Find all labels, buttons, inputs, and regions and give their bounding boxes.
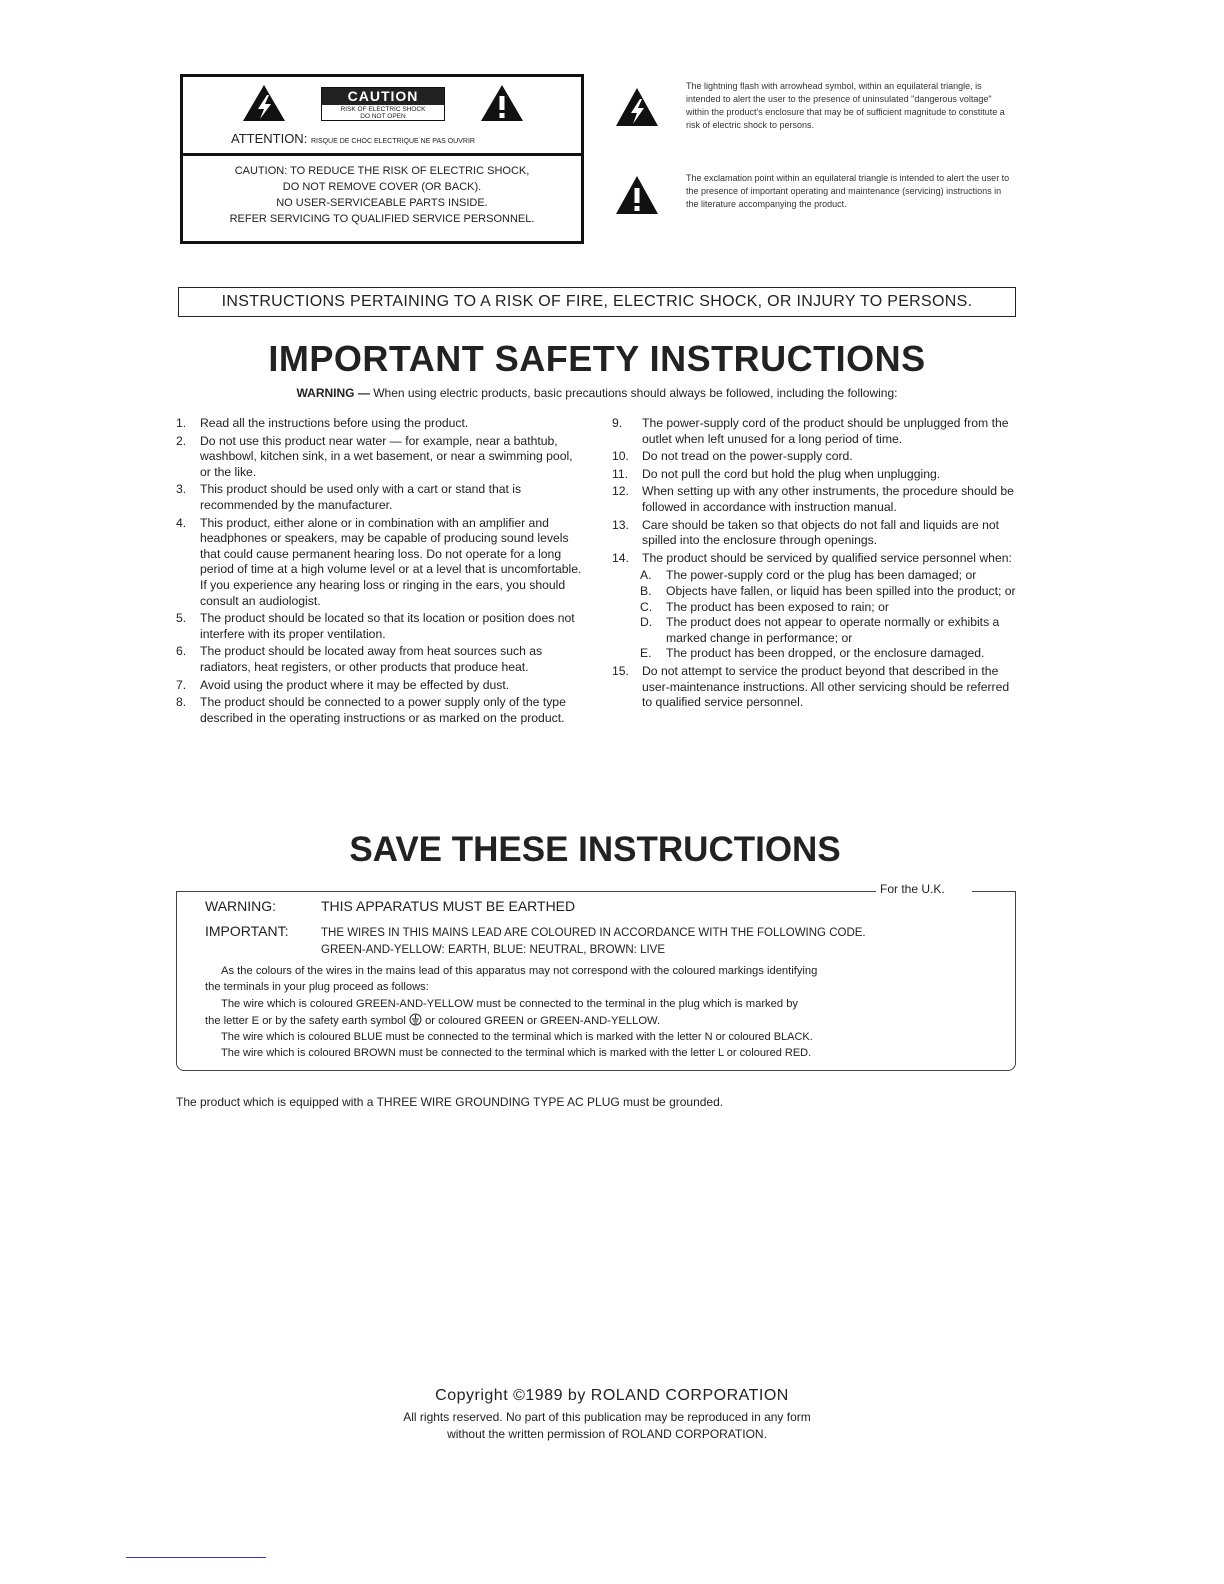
lightning-symbol-note: The lightning flash with arrowhead symbol, within an equilateral triangle, is intended to alert the user to the presence of uninsulated "dangerous voltage" within the product's enclosure that may be of sufficient magnitude to constitute a risk of electric shock to persons.	[686, 81, 1005, 130]
earth-symbol-icon	[409, 1013, 422, 1026]
list-item: 2. Do not use this product near water — for example, near a bathtub, washbowl, kitchen sink, in a wet basement, or near a swimming pool, or the like.	[176, 433, 573, 479]
sub-item: E. The product has been dropped, or the enclosure damaged.	[640, 646, 985, 661]
save-heading: SAVE THESE INSTRUCTIONS	[349, 830, 841, 869]
sub-item: A. The power-supply cord or the plug has been damaged; or	[640, 568, 977, 583]
sub-item: B. Objects have fallen, or liquid has been spilled into the product; or	[640, 583, 1016, 598]
instructions-right-column	[612, 416, 1016, 713]
uk-paragraph-earth: the letter E or by the safety earth symbol or coloured GREEN or GREEN-AND-YELLOW.	[205, 1015, 661, 1027]
copyright: Copyright ©1989 by ROLAND CORPORATION	[435, 1387, 789, 1404]
uk-important-label: IMPORTANT:	[205, 923, 289, 939]
uk-important-line2: GREEN-AND-YELLOW: EARTH, BLUE: NEUTRAL, BROWN: LIVE	[321, 944, 666, 956]
list-item: 11. Do not pull the cord but hold the plug when unplugging.	[612, 466, 941, 481]
caution-badge-risk: RISK OF ELECTRIC SHOCK	[340, 106, 426, 113]
warning-intro	[0, 386, 1194, 400]
list-item: 9. The power-supply cord of the product should be unplugged from the outlet when left unused for a long period of time.	[612, 416, 1009, 446]
footer-rule	[126, 1557, 266, 1558]
caution-label-box	[180, 74, 584, 244]
sub-item: D. The product does not appear to operate normally or exhibits a marked change in performance; or	[640, 615, 1000, 645]
warning-text: When using electric products, basic precautions should always be followed, including the following:	[373, 386, 898, 400]
attention-french: RISQUE DE CHOC ELECTRIQUE NE PAS OUVRIR	[310, 138, 475, 145]
page-title: IMPORTANT SAFETY INSTRUCTIONS	[268, 338, 926, 379]
rights-line: All rights reserved. No part of this publication may be reproduced in any form	[403, 1410, 811, 1424]
caution-label-top	[183, 77, 581, 156]
list-item: 4. This product, either alone or in combination with an amplifier and headphones or speakers, may be capable of producing sound levels that could cause permanent hearing loss. Do not operate for a long period of time at a high volume level or at a level that is uncomfortable. If you experience any hearing loss or ringing in the ears, you should consult an audiologist.	[176, 515, 582, 608]
lightning-triangle-icon	[614, 86, 660, 128]
uk-box-top-rule	[972, 891, 1016, 892]
list-item: 10. Do not tread on the power-supply cord.	[612, 449, 853, 464]
attention-label: ATTENTION:	[231, 131, 308, 146]
instructions-left-column	[176, 416, 584, 728]
exclamation-triangle-icon	[614, 174, 660, 216]
grounding-note: The product which is equipped with a THREE WIRE GROUNDING TYPE AC PLUG must be grounded.	[176, 1095, 724, 1109]
rights-line: without the written permission of ROLAND CORPORATION.	[447, 1427, 767, 1441]
list-item: 8. The product should be connected to a power supply only of the type described in the operating instructions or as marked on the product.	[176, 695, 566, 725]
uk-paragraph: The wire which is coloured BLUE must be connected to the terminal which is marked with the letter N or coloured BLACK.	[221, 1031, 813, 1043]
uk-paragraph: As the colours of the wires in the mains lead of this apparatus may not correspond with the coloured markings identifying	[221, 965, 818, 977]
uk-paragraph: The wire which is coloured BROWN must be connected to the terminal which is marked with the letter L or coloured RED.	[221, 1047, 812, 1059]
caution-badge-title: CAUTION	[322, 88, 444, 105]
list-item: 13. Care should be taken so that objects do not fall and liquids are not spilled into the enclosure through openings.	[612, 517, 1000, 548]
lightning-warning-icon	[241, 83, 287, 123]
caution-badge-donot: DO NOT OPEN	[360, 113, 406, 120]
uk-warning-label: WARNING:	[205, 898, 277, 914]
list-item: 14. The product should be serviced by qualified service personnel when:	[612, 550, 1012, 565]
list-item: 1. Read all the instructions before using the product.	[176, 416, 469, 430]
list-item: 15. Do not attempt to service the product beyond that described in the user-maintenance instructions. All other servicing should be referred to qualified service personnel.	[612, 663, 1010, 710]
uk-wiring-box	[176, 891, 1016, 1071]
risk-banner: INSTRUCTIONS PERTAINING TO A RISK OF FIRE, ELECTRIC SHOCK, OR INJURY TO PERSONS.	[178, 287, 1016, 317]
caution-line: DO NOT REMOVE COVER (OR BACK).	[282, 181, 482, 193]
attention-line	[231, 131, 475, 146]
list-item: 7. Avoid using the product where it may be effected by dust.	[176, 677, 510, 692]
list-item: 12. When setting up with any other instruments, the procedure should be followed in accordance with instruction manual.	[612, 484, 1014, 514]
caution-line: NO USER-SERVICEABLE PARTS INSIDE.	[276, 197, 488, 209]
sub-item: C. The product has been exposed to rain; or	[640, 599, 889, 614]
uk-warning-text: THIS APPARATUS MUST BE EARTHED	[321, 898, 576, 914]
uk-paragraph: the terminals in your plug proceed as follows:	[205, 981, 429, 993]
list-item: 6. The product should be located away from heat sources such as radiators, heat registers, or other products that produce heat.	[176, 644, 543, 674]
exclamation-warning-icon	[479, 83, 525, 123]
caution-badge	[321, 87, 445, 121]
caution-text	[183, 163, 581, 227]
list-item: 5. The product should be located so that its location or position does not interfere with its proper ventilation.	[176, 611, 575, 641]
caution-line: CAUTION: TO REDUCE THE RISK OF ELECTRIC SHOCK,	[234, 165, 530, 177]
uk-box-top-rule	[176, 891, 876, 892]
uk-label: For the U.K.	[880, 882, 945, 896]
caution-line: REFER SERVICING TO QUALIFIED SERVICE PERSONNEL.	[229, 213, 535, 225]
warning-label: WARNING —	[296, 386, 370, 400]
uk-paragraph: The wire which is coloured GREEN-AND-YELLOW must be connected to the terminal in the plug which is marked by	[221, 998, 799, 1010]
list-item: 3. This product should be used only with a cart or stand that is recommended by the manufacturer.	[176, 482, 522, 512]
uk-important-line1: THE WIRES IN THIS MAINS LEAD ARE COLOURED IN ACCORDANCE WITH THE FOLLOWING CODE.	[321, 927, 866, 939]
exclamation-symbol-note: The exclamation point within an equilateral triangle is intended to alert the user to the presence of important operating and maintenance (servicing) instructions in the literature accompanying the product.	[686, 173, 1010, 209]
